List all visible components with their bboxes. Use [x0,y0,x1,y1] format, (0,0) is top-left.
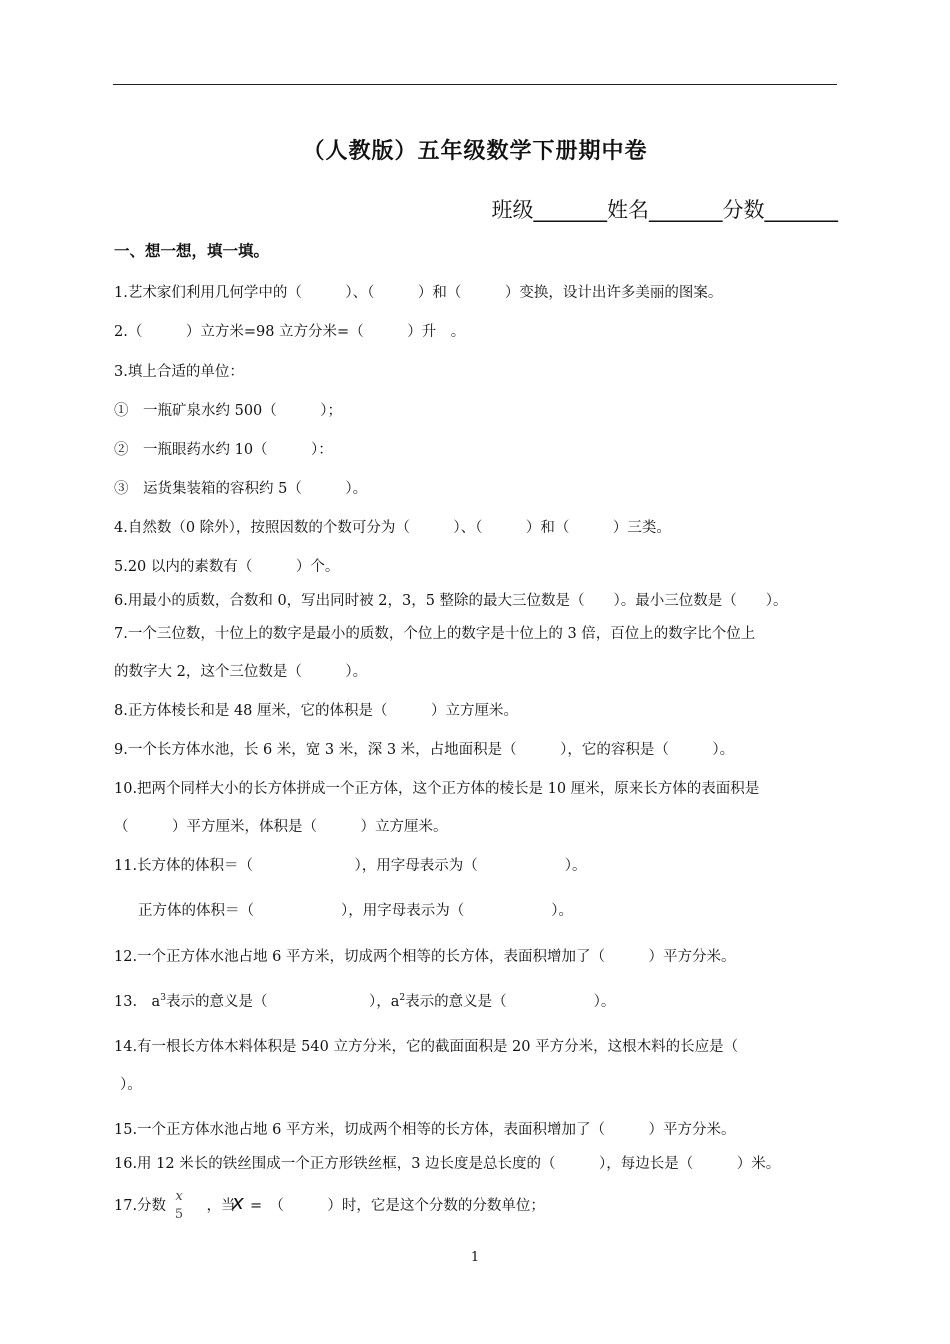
question-6: 6.用最小的质数，合数和 0，写出同时被 2，3，5 整除的最大三位数是（ ）。最小三位数是（ ）。 [114,593,788,609]
student-info-line: 班级_______姓名_______分数_______ [491,198,838,222]
fraction-x-over-5 [172,1188,186,1224]
question-16: 16.用 12 米长的铁丝围成一个正方形铁丝框，3 边长度是总长度的（ ），每边长是（ ）米。 [114,1156,781,1172]
question-13-suffix: 表示的意义是（ ）。 [405,994,616,1010]
question-3-item-1: ① 一瓶矿泉水约 500（ ）； [114,403,343,419]
question-17-middle: ，当 [192,1198,236,1214]
page-title: （人教版）五年级数学下册期中卷 [302,138,648,164]
fraction-numerator: x [175,1189,183,1204]
variable-x: x [232,1190,244,1214]
question-11-line-2: 正方体的体积＝（ ），用字母表示为（ ）。 [138,903,573,919]
question-3: 3.填上合适的单位： [114,364,244,380]
question-9: 9.一个长方体水池，长 6 米，宽 3 米，深 3 米，占地面积是（ ），它的容积是（ ）。 [114,742,735,758]
page-number: 1 [470,1250,480,1265]
question-13-middle: 表示的意义是（ ），a [165,994,400,1010]
question-3-item-3: ③ 运货集装箱的容积约 5（ ）。 [114,481,368,497]
question-12: 12.一个正方体水池占地 6 平方米，切成两个相等的长方体，表面积增加了（ ）平方分米。 [114,949,736,965]
exponent-2: 2 [399,993,406,1004]
question-17-prefix: 17.分数 [114,1198,167,1214]
question-15: 15.一个正方体水池占地 6 平方米，切成两个相等的长方体，表面积增加了（ ）平方分米。 [114,1122,736,1138]
question-14-line-1: 14.有一根长方体木料体积是 540 立方分米，它的截面面积是 20 平方分米，这根木料的长应是（ [114,1039,739,1055]
question-7-line-1: 7.一个三位数，十位上的数字是最小的质数，个位上的数字是十位上的 3 倍，百位上的数字比个位上 [114,626,756,642]
question-13 [114,990,615,1011]
question-14-line-2: ）。 [120,1077,142,1093]
question-2: 2.（ ）立方米=98 立方分米=（ ）升 。 [114,324,466,340]
question-4: 4.自然数（0 除外），按照因数的个数可分为（ ）、（ ）和（ ）三类。 [114,520,671,536]
question-3-item-2: ② 一瓶眼药水约 10（ ）： [114,442,333,458]
question-8: 8.正方体棱长和是 48 厘米，它的体积是（ ）立方厘米。 [114,703,519,719]
section-heading-fill-in: 一、想一想，填一填。 [114,241,270,260]
exponent-3: 3 [160,993,166,1004]
question-5: 5.20 以内的素数有（ ）个。 [114,559,340,575]
question-11-line-1: 11.长方体的体积＝（ ），用字母表示为（ ）。 [114,858,587,874]
question-13-prefix: 13. a [114,994,161,1010]
question-7-line-2: 的数字大 2，这个三位数是（ ）。 [114,664,368,680]
question-10-line-1: 10.把两个同样大小的长方体拼成一个正方体，这个正方体的棱长是 10 厘米，原来长方体的表面积是 [114,781,760,797]
question-1: 1.艺术家们利用几何学中的（ ）、（ ）和（ ）变换，设计出许多美丽的图案。 [114,285,723,301]
question-17-suffix: = （ ）时，它是这个分数的分数单位； [250,1198,545,1214]
question-10-line-2: （ ）平方厘米，体积是（ ）立方厘米。 [114,819,448,835]
fraction-denominator: 5 [174,1207,184,1222]
header-rule [113,84,837,85]
